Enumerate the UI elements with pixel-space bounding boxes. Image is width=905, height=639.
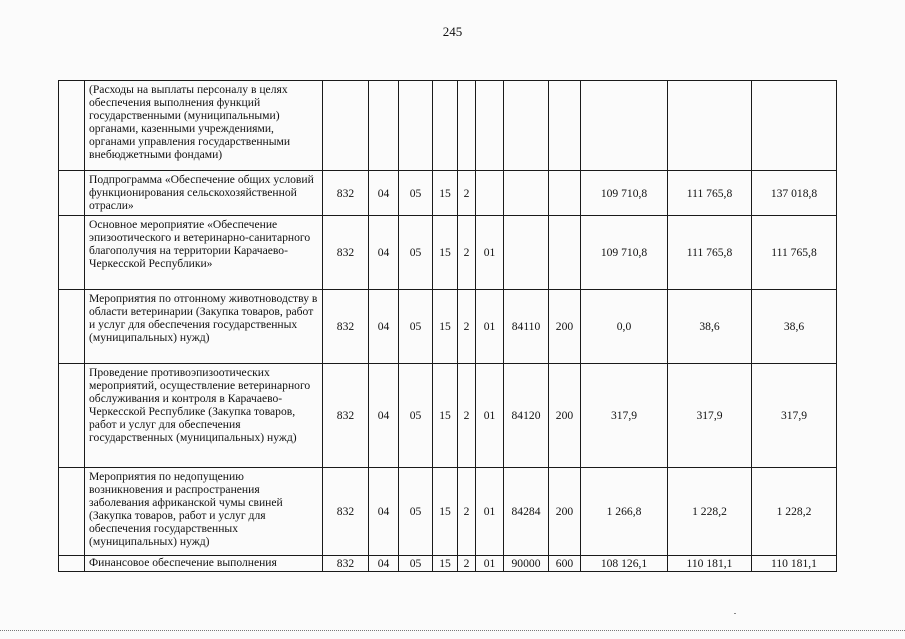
ministry-cell: 832 xyxy=(323,556,369,572)
table-row xyxy=(59,364,837,468)
subprogram-cell: 2 xyxy=(458,364,476,468)
expense-type-cell: 200 xyxy=(549,364,581,468)
subsection-cell: 05 xyxy=(399,216,433,290)
measure-cell: 01 xyxy=(476,468,504,556)
measure-cell: 01 xyxy=(476,216,504,290)
program-cell: 15 xyxy=(433,556,458,572)
year-2-cell: 38,6 xyxy=(668,290,752,364)
section-cell: 04 xyxy=(369,216,399,290)
page-number: 245 xyxy=(442,24,463,39)
ministry-cell xyxy=(323,81,369,171)
row-name: Подпрограмма «Обеспечение общих условий функционирования сельскохозяйственной отрасли» xyxy=(85,171,323,216)
year-3-cell: 38,6 xyxy=(752,290,837,364)
direction-cell xyxy=(504,171,549,216)
measure-cell: 01 xyxy=(476,364,504,468)
subsection-cell: 05 xyxy=(399,556,433,572)
year-1-cell: 109 710,8 xyxy=(581,171,668,216)
year-2-cell: 1 228,2 xyxy=(668,468,752,556)
expense-type-cell xyxy=(549,81,581,171)
year-1-cell: 109 710,8 xyxy=(581,216,668,290)
budget-table xyxy=(58,80,837,572)
section-cell: 04 xyxy=(369,290,399,364)
ministry-cell: 832 xyxy=(323,216,369,290)
subsection-cell: 05 xyxy=(399,290,433,364)
direction-cell: 84120 xyxy=(504,364,549,468)
subprogram-cell: 2 xyxy=(458,556,476,572)
index-cell xyxy=(59,556,85,572)
table-row xyxy=(59,171,837,216)
year-1-cell xyxy=(581,81,668,171)
direction-cell xyxy=(504,216,549,290)
row-name: Мероприятия по отгонному животноводству в области ветеринарии (Закупка товаров, работ и услуг для обеспечения государственных (муниципальных) нужд) xyxy=(85,290,323,364)
measure-cell xyxy=(476,171,504,216)
table-row xyxy=(59,556,837,572)
ministry-cell: 832 xyxy=(323,468,369,556)
program-cell: 15 xyxy=(433,171,458,216)
measure-cell xyxy=(476,81,504,171)
row-name: Основное мероприятие «Обеспечение эпизоотического и ветеринарно-санитарного благополучия на территории Карачаево-Черкесской Республики» xyxy=(85,216,323,290)
row-name: Мероприятия по недопущению возникновения и распространения заболевания африканской чумы свиней (Закупка товаров, работ и услуг для обеспечения государственных (муниципальных) нужд) xyxy=(85,468,323,556)
year-3-cell: 110 181,1 xyxy=(752,556,837,572)
year-2-cell: 317,9 xyxy=(668,364,752,468)
program-cell xyxy=(433,81,458,171)
subsection-cell: 05 xyxy=(399,171,433,216)
measure-cell: 01 xyxy=(476,556,504,572)
section-cell: 04 xyxy=(369,556,399,572)
year-2-cell: 110 181,1 xyxy=(668,556,752,572)
subsection-cell: 05 xyxy=(399,468,433,556)
year-3-cell: 1 228,2 xyxy=(752,468,837,556)
year-3-cell: 111 765,8 xyxy=(752,216,837,290)
year-1-cell: 317,9 xyxy=(581,364,668,468)
ministry-cell: 832 xyxy=(323,171,369,216)
program-cell: 15 xyxy=(433,216,458,290)
table-row xyxy=(59,216,837,290)
expense-type-cell: 200 xyxy=(549,290,581,364)
index-cell xyxy=(59,216,85,290)
year-2-cell: 111 765,8 xyxy=(668,216,752,290)
row-name: Проведение противоэпизоотических мероприятий, осуществление ветеринарного обслуживания и контроля в Карачаево-Черкесской Республике (Закупка товаров, работ и услуг для обеспечения государственных (муниципальных) нужд) xyxy=(85,364,323,468)
scan-speck xyxy=(734,613,736,614)
subprogram-cell: 2 xyxy=(458,216,476,290)
index-cell xyxy=(59,171,85,216)
year-3-cell: 317,9 xyxy=(752,364,837,468)
index-cell xyxy=(59,468,85,556)
direction-cell xyxy=(504,81,549,171)
direction-cell: 84110 xyxy=(504,290,549,364)
year-3-cell xyxy=(752,81,837,171)
scan-edge-line xyxy=(0,630,905,631)
ministry-cell: 832 xyxy=(323,364,369,468)
table-row xyxy=(59,290,837,364)
program-cell: 15 xyxy=(433,468,458,556)
section-cell: 04 xyxy=(369,468,399,556)
expense-type-cell: 600 xyxy=(549,556,581,572)
program-cell: 15 xyxy=(433,290,458,364)
year-3-cell: 137 018,8 xyxy=(752,171,837,216)
measure-cell: 01 xyxy=(476,290,504,364)
year-1-cell: 108 126,1 xyxy=(581,556,668,572)
direction-cell: 84284 xyxy=(504,468,549,556)
year-2-cell: 111 765,8 xyxy=(668,171,752,216)
expense-type-cell xyxy=(549,171,581,216)
index-cell xyxy=(59,364,85,468)
section-cell: 04 xyxy=(369,364,399,468)
subprogram-cell: 2 xyxy=(458,171,476,216)
expense-type-cell: 200 xyxy=(549,468,581,556)
year-1-cell: 0,0 xyxy=(581,290,668,364)
direction-cell: 90000 xyxy=(504,556,549,572)
row-name: Финансовое обеспечение выполнения xyxy=(85,556,323,572)
subsection-cell: 05 xyxy=(399,364,433,468)
table-row xyxy=(59,81,837,171)
expense-type-cell xyxy=(549,216,581,290)
subprogram-cell: 2 xyxy=(458,468,476,556)
subprogram-cell: 2 xyxy=(458,290,476,364)
subsection-cell xyxy=(399,81,433,171)
subprogram-cell xyxy=(458,81,476,171)
row-name: (Расходы на выплаты персоналу в целях обеспечения выполнения функций государственными (муниципальными) органами, казенными учреждениями, органами управления государственными внебюджетными фондами) xyxy=(85,81,323,171)
year-2-cell xyxy=(668,81,752,171)
ministry-cell: 832 xyxy=(323,290,369,364)
index-cell xyxy=(59,81,85,171)
section-cell: 04 xyxy=(369,171,399,216)
index-cell xyxy=(59,290,85,364)
year-1-cell: 1 266,8 xyxy=(581,468,668,556)
program-cell: 15 xyxy=(433,364,458,468)
section-cell xyxy=(369,81,399,171)
table-row xyxy=(59,468,837,556)
